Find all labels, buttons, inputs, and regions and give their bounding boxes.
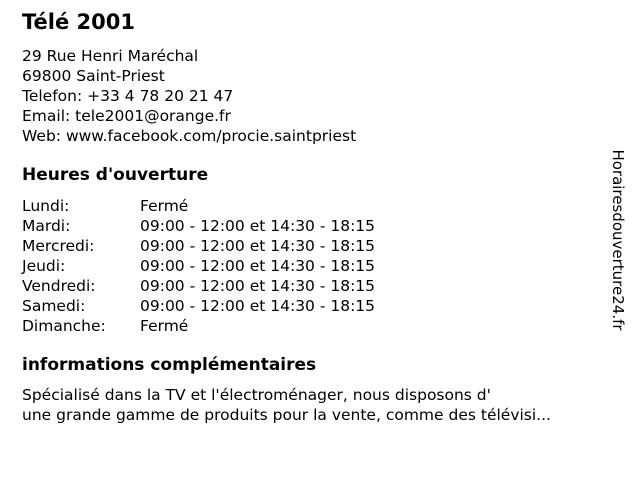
day-label: Dimanche: xyxy=(22,317,106,335)
phone-label: Telefon: xyxy=(22,87,83,105)
info-text xyxy=(22,385,600,425)
business-name: Télé 2001 xyxy=(22,10,135,34)
hours-row-sunday xyxy=(22,316,600,336)
hours-row-tuesday xyxy=(22,216,600,236)
address-city: 69800 Saint-Priest xyxy=(22,67,165,85)
web-value: www.facebook.com/procie.saintpriest xyxy=(65,127,357,145)
hours-row-saturday xyxy=(22,296,600,316)
hours-table xyxy=(22,196,600,336)
info-heading: informations complémentaires xyxy=(22,355,317,375)
phone-value: +33 4 78 20 21 47 xyxy=(87,87,234,105)
hours-heading: Heures d'ouverture xyxy=(22,165,209,185)
day-times: Fermé xyxy=(140,197,189,215)
day-times: Fermé xyxy=(140,317,189,335)
hours-row-thursday xyxy=(22,256,600,276)
day-times: 09:00 - 12:00 et 14:30 - 18:15 xyxy=(140,217,376,235)
day-label: Vendredi: xyxy=(22,277,96,295)
contact-block xyxy=(22,46,600,146)
web-line xyxy=(22,126,600,146)
day-label: Samedi: xyxy=(22,297,86,315)
watermark-site-name: Horairesdouverture24.fr xyxy=(609,149,627,331)
email-label: Email: xyxy=(22,107,71,125)
day-times: 09:00 - 12:00 et 14:30 - 18:15 xyxy=(140,277,376,295)
email-line xyxy=(22,106,600,126)
hours-row-monday xyxy=(22,196,600,216)
day-times: 09:00 - 12:00 et 14:30 - 18:15 xyxy=(140,237,376,255)
day-label: Mercredi: xyxy=(22,237,95,255)
email-value: tele2001@orange.fr xyxy=(75,107,231,125)
day-label: Lundi: xyxy=(22,197,70,215)
web-label: Web: xyxy=(22,127,62,145)
address-street: 29 Rue Henri Maréchal xyxy=(22,47,199,65)
day-label: Mardi: xyxy=(22,217,71,235)
day-times: 09:00 - 12:00 et 14:30 - 18:15 xyxy=(140,297,376,315)
day-label: Jeudi: xyxy=(22,257,66,275)
day-times: 09:00 - 12:00 et 14:30 - 18:15 xyxy=(140,257,376,275)
info-line-2: une grande gamme de produits pour la vente, comme des télévisi... xyxy=(22,406,551,424)
hours-row-wednesday xyxy=(22,236,600,256)
phone-line xyxy=(22,86,600,106)
hours-row-friday xyxy=(22,276,600,296)
info-line-1: Spécialisé dans la TV et l'électroménager, nous disposons d' xyxy=(22,386,491,404)
